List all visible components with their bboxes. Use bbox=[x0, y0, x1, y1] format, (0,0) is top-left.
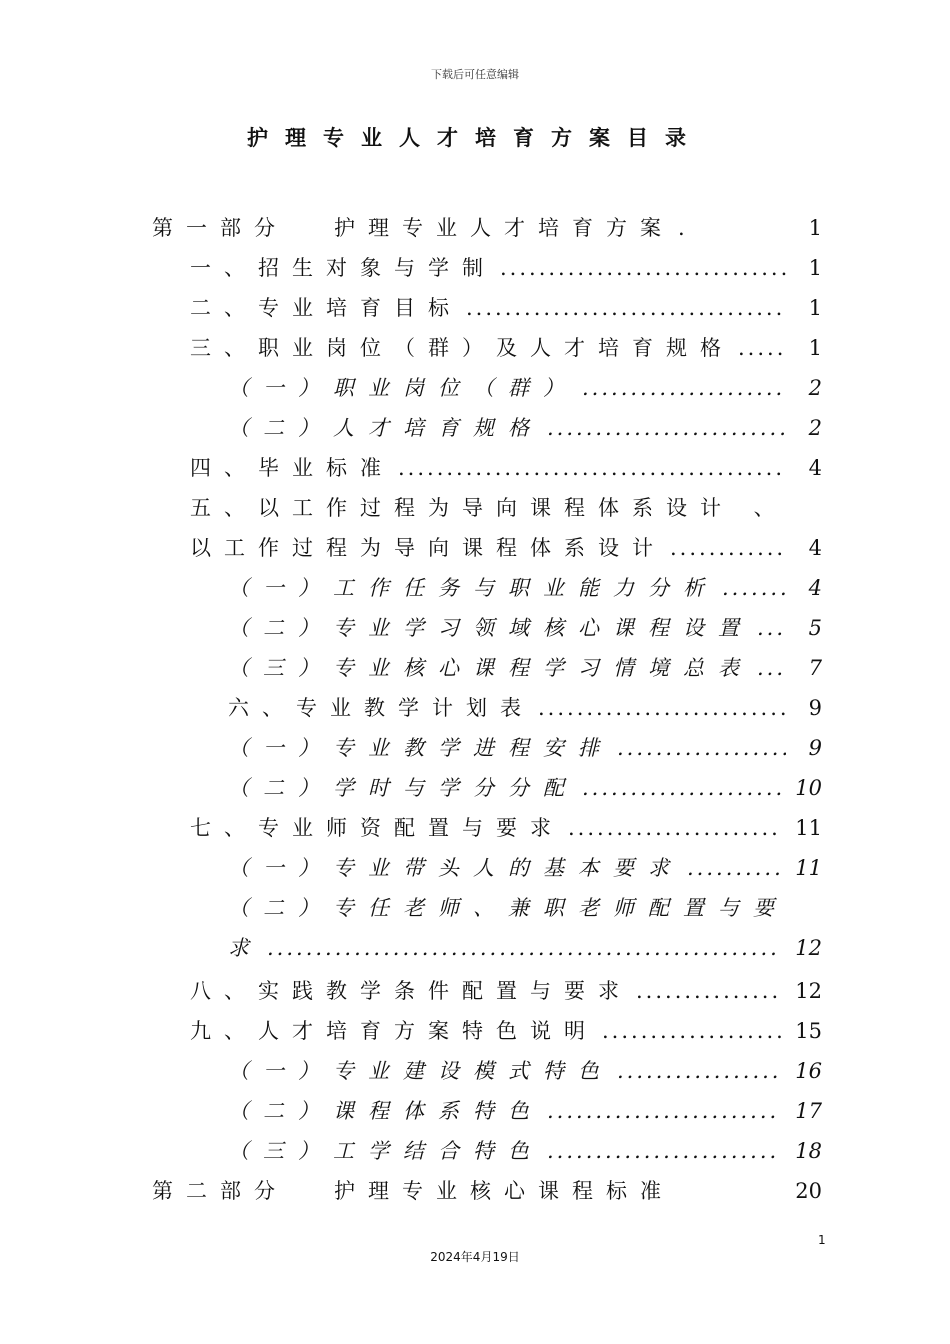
toc-subentry[interactable]: （二）专任老师、兼职老师配置与要 bbox=[228, 896, 788, 920]
toc-page-number: 20 bbox=[795, 1179, 822, 1203]
toc-entry-part-two[interactable]: 第二部分 护理专业核心课程标准 20 bbox=[152, 1171, 822, 1211]
page-number: 1 bbox=[818, 1233, 826, 1247]
toc-subentry[interactable]: （一）专业建设模式特色 ..... 16 bbox=[228, 1051, 822, 1091]
toc-subentry[interactable]: （二）人才培育规格 ..... 2 bbox=[228, 408, 822, 448]
toc-page-number: 11 bbox=[795, 816, 822, 840]
toc-page-number: 11 bbox=[795, 856, 822, 880]
toc-page-number: 7 bbox=[808, 656, 822, 680]
header-note: 下载后可任意编辑 bbox=[431, 68, 519, 81]
toc-subentry[interactable]: （二）课程体系特色 ..... 17 bbox=[228, 1091, 822, 1131]
toc-page-number: 9 bbox=[808, 736, 822, 760]
toc-page-number: 12 bbox=[795, 936, 822, 960]
toc-page-number: 5 bbox=[808, 616, 822, 640]
toc-subentry[interactable]: （一）专业带头人的基本要求 ..... 11 bbox=[228, 848, 822, 888]
toc-page-number: 18 bbox=[795, 1139, 822, 1163]
toc-entry[interactable]: 以工作过程为导向课程体系设计 ..... 4 bbox=[190, 528, 822, 568]
toc-page-number: 16 bbox=[795, 1059, 822, 1083]
toc-subentry[interactable]: （一）职业岗位（群） ..... 2 bbox=[228, 368, 822, 408]
toc-subentry[interactable]: （三）工学结合特色 ..... 18 bbox=[228, 1131, 822, 1171]
toc-page-number: 2 bbox=[808, 416, 822, 440]
toc-entry[interactable]: 三、职业岗位（群）及人才培育规格 ..... 1 bbox=[190, 328, 822, 368]
toc-subentry[interactable]: （三）专业核心课程学习情境总表 ..... 7 bbox=[228, 648, 822, 688]
toc-entry[interactable]: 五、以工作过程为导向课程体系设计 、 bbox=[190, 496, 788, 520]
toc-entry[interactable]: 九、人才培育方案特色说明 ..... 15 bbox=[190, 1011, 822, 1051]
toc-page-number: 9 bbox=[808, 696, 822, 720]
toc-entry[interactable]: 一、招生对象与学制 ..... 1 bbox=[190, 248, 822, 288]
toc-page-number: 4 bbox=[808, 576, 822, 600]
footer-date: 2024年4月19日 bbox=[430, 1250, 520, 1264]
toc-page-number: 12 bbox=[795, 979, 822, 1003]
toc-page-number: 17 bbox=[795, 1099, 822, 1123]
toc-entry[interactable]: 六、专业教学计划表 ..... 9 bbox=[228, 688, 822, 728]
toc-subentry[interactable]: （二）专业学习领域核心课程设置 ..... 5 bbox=[228, 608, 822, 648]
toc-subentry[interactable]: （一）工作任务与职业能力分析 ..... 4 bbox=[228, 568, 822, 608]
toc-entry[interactable]: 八、实践教学条件配置与要求 ..... 12 bbox=[190, 971, 822, 1011]
toc-subentry[interactable]: （一）专业教学进程安排 ..... 9 bbox=[228, 728, 822, 768]
toc-subentry[interactable]: （二）学时与学分分配 ..... 10 bbox=[228, 768, 822, 808]
toc-page-number: 10 bbox=[795, 776, 822, 800]
toc-page-number: 4 bbox=[808, 536, 822, 560]
toc-page-number: 1 bbox=[808, 296, 822, 320]
toc-entry[interactable]: 七、专业师资配置与要求 ..... 11 bbox=[190, 808, 822, 848]
toc-entry[interactable]: 四、毕业标准 ..... 4 bbox=[190, 448, 822, 488]
toc-page-number: 1 bbox=[808, 256, 822, 280]
toc-page-number: 1 bbox=[808, 336, 822, 360]
document-title: 护理专业人才培育方案目录 bbox=[247, 125, 703, 150]
toc-page-number: 15 bbox=[795, 1019, 822, 1043]
toc-entry-part-one[interactable]: 第一部分 护理专业人才培育方案 . 1 bbox=[152, 208, 822, 248]
toc-page-number: 4 bbox=[808, 456, 822, 480]
toc-page-number: 1 bbox=[808, 216, 822, 240]
toc-subentry[interactable]: 求 ..... 12 bbox=[228, 928, 822, 968]
toc-entry[interactable]: 二、专业培育目标 ..... 1 bbox=[190, 288, 822, 328]
toc-page-number: 2 bbox=[808, 376, 822, 400]
